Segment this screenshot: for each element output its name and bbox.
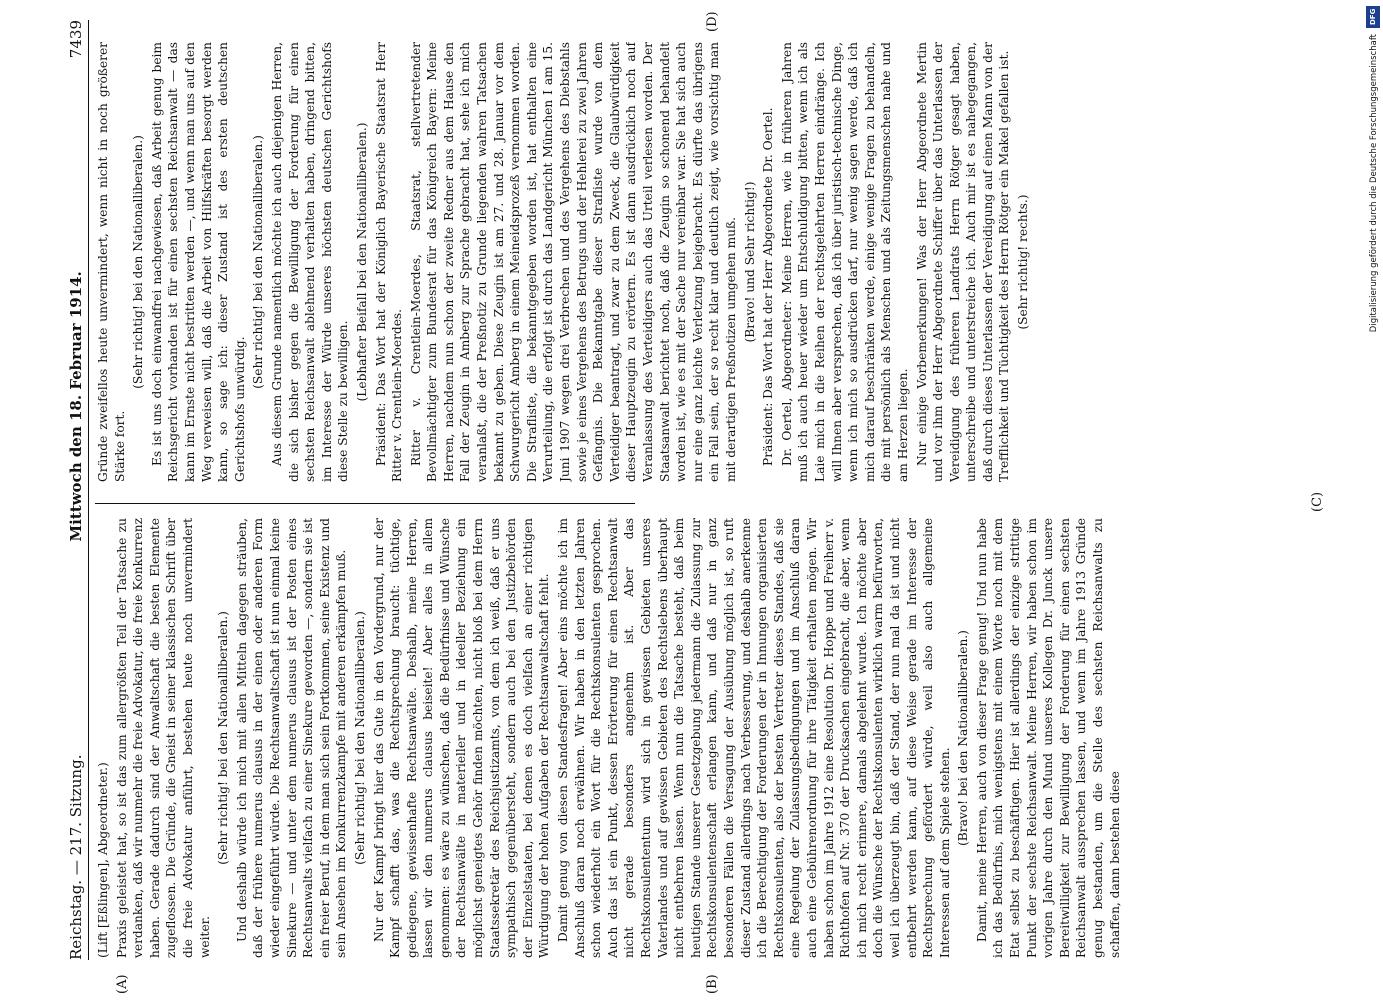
- margin-label-b: (B): [705, 974, 720, 994]
- paragraph: Dr. Oertel, Abgeordneter: Meine Herren, wie in früheren Jahren muß ich auch heuer wieder um Entschuldigung bitten, wenn ich als Laie mich in die Reihen der rechtsgelehrten Herren eindränge. Ich will Ihnen aber versprechen, daß ich über juristisch-technische Dinge, wenn ich mich so ausdrücken darf, nur wenig sagen werde, daß ich mich darauf beschränken werde, einige wenige Fragen zu behandeln, die mit persönlich als Menschen und als Zeitungsmenschen nahe und am Herzen liegen.: [779, 42, 910, 482]
- paragraph: Es ist uns doch einwandfrei nachgewiesen, daß Arbeit genug beim Reichsgericht vorhanden ist für einen sechsten Reichsanwalt — das kann im Ernste nicht bestritten werden —, und wenn man uns auf den Weg verweisen will, daß die Arbeit von Hilfskräften besorgt werden kann, so sage ich: dieser Zustand ist des ersten deutschen Gerichtshofs unwürdig.: [149, 42, 247, 482]
- interjection: (Sehr richtig! bei den Nationalliberalen.): [251, 135, 266, 389]
- paragraph: Und deshalb würde ich mich mit allen Mitteln dagegen sträuben, daß der frühere numerus clausus in der einen oder anderen Form wieder eingeführt würde. Die Rechtsanwaltschaft ist nun einmal keine Sinekure — und unter dem numerus clausus ist der Posten eines Rechtsanwalts vielfach zu einer Sinekure geworden —, sondern sie ist ein freier Beruf, in dem man sich sein Fortkommen, seine Existenz und sein Ansehen im Konkurrenzkampfe mit anderen erkämpfen muß.: [234, 518, 349, 958]
- dfg-logo: DFG: [1366, 6, 1380, 28]
- president-statement: Präsident: Das Wort hat der Herr Abgeordnete Dr. Oertel.: [761, 107, 776, 466]
- interjection: (Sehr richtig! bei den Nationalliberalen.): [216, 611, 231, 865]
- right-column: [95, 42, 1305, 482]
- page-number: 7439: [67, 20, 85, 59]
- rotated-page: [55, 0, 1335, 1000]
- margin-label-c: (C): [1310, 491, 1325, 512]
- interjection: (Bravo! bei den Nationalliberalen.): [956, 630, 971, 846]
- interjection: (Lebhafter Beifall bei den Nationalliberalen.): [354, 122, 369, 402]
- column-divider: [95, 503, 635, 504]
- dfg-strip: [1363, 0, 1383, 1000]
- paragraph: Gründe zweifellos heute unvermindert, wenn nicht in noch größerer Stärke fort.: [96, 42, 127, 482]
- dfg-note: Digitalisierung gefördert durch die Deutsche Forschungsgemeinschaft: [1369, 34, 1379, 333]
- header-date: Mittwoch den 18. Februar 1914.: [67, 271, 85, 542]
- paragraph: Aus diesem Grunde namentlich möchte ich auch diejenigen Herren, die sich bisher gegen die Bewilligung der Forderung für einen sechsten Reichsanwalt ablehnend verhalten haben, dringend bitten, im Interesse der Würde unseres höchsten deutschen Gerichtshofs diese Stelle zu bewilligen.: [269, 42, 351, 482]
- header-left: Reichstag. — 217. Sitzung.: [67, 754, 85, 960]
- speaker-tag: (Lift [Eßlingen], Abgeordneter.): [96, 762, 110, 958]
- interjection: (Bravo! und Sehr richtig!): [742, 181, 757, 343]
- interjection: (Sehr richtig! bei den Nationalliberalen.): [352, 611, 367, 865]
- president-statement: Präsident: Das Wort hat der Königlich Bayerische Staatsrat Herr Ritter v. Crentlein-Moerdes.: [373, 42, 405, 482]
- left-column: [95, 518, 1305, 958]
- interjection: (Sehr richtig! rechts.): [1016, 194, 1031, 330]
- paragraph: Damit genug von diesen Standesfragen! Aber eins möchte ich im Anschluß daran noch erwähnen. Wir haben in den letzten Jahren schon wiederholt ein Wort für die Rechtskonsulenten gesprochen. Auch das ist ein Punkt, dessen Erörterung für einen Rechtsanwalt nicht gerade besonders angenehm ist. Aber das Rechtskonsulententum wird sich in gewissen Gebieten unseres Vaterlandes und auf gewissen Gebieten des Rechtslebens überhaupt nicht entbehren lassen. Wenn nun die Tatsache besteht, daß beim heutigen Stande unserer Gesetzgebung jedermann die Zulassung zur Rechtskonsulentenschaft erlangen kann, und daß nur in ganz besonderen Fällen die Versagung der Ausübung möglich ist, so ruft dieser Zustand allerdings nach Verbesserung, und deshalb anerkenne ich die Berechtigung der Forderungen der in Innungen organisierten Rechtskonsulenten, also der besten Vertreter dieses Standes, daß sie eine Regelung der Zulassungsbedingungen und im Anschluß daran auch eine Gebührenordnung für ihre Tätigkeit erhalten mögen. Wir haben schon im Jahre 1912 eine Resolution Dr. Hoppe und Freiherr v. Richthofen auf Nr. 370 der Drucksachen eingebracht, die aber, wenn ich mich recht erinnere, damals abgelehnt wurde. Ich möchte aber doch die Wünsche der Rechtskonsulenten wirklich warm befürworten, weil ich überzeugt bin, daß der Stand, der nun mal da ist und nicht entbehrt werden kann, auf diese Weise gerade im Interesse der Rechtsprechung gefördert würde, weil also auch allgemeine Interessen auf dem Spiele stehen.: [556, 518, 952, 958]
- margin-label-d: (D): [705, 11, 720, 32]
- page-header: [55, 20, 89, 960]
- interjection: (Sehr richtig! bei den Nationalliberalen.): [131, 135, 146, 389]
- paragraph: Praxis geleistet hat, so ist das zum allergrößten Teil der Tatsache zu verdanken, daß wir nunmehr die freie Advokatur, die freie Konkurrenz haben. Gerade dadurch sind der Anwaltschaft die besten Elemente zugeflossen. Die Gründe, die Gneist in seiner klassischen Schrift über die freie Advokatur anführt, bestehen heute noch unvermindert weiter.: [114, 518, 212, 958]
- paragraph: Ritter v. Crentlein-Moerdes, Staatsrat, stellvertretender Bevollmächtigter zum Bundesrat für das Königreich Bayern: Meine Herren, nachdem nun schon der zweite Redner aus dem Hause den Fall der Zeugin in Amberg zur Sprache gebracht hat, sehe ich mich veranlaßt, die der Preßnotiz zu Grunde liegenden wahren Tatsachen bekannt zu geben. Diese Zeugin ist am 27. und 28. Januar vor dem Schwurgericht Amberg in einem Meineidsprozeß vernommen worden. Die Strafliste, die bekanntgegeben worden ist, hat enthalten eine Verurteilung, die erfolgt ist durch das Landgericht München I am 15. Juni 1907 wegen drei Verbrechen und des Vergehens des Diebstahls sowie je eines Vergehens des Betrugs und der Hehlerei zu zwei Jahren Gefängnis. Die Bekanntgabe dieser Strafliste wurde von dem Verteidiger beantragt, und zwar zu dem Zweck, die Glaubwürdigkeit dieser Hauptzeugin zu erörtern. Es ist dann ausdrücklich noch auf Veranlassung des Verteidigers auch das Urteil verlesen worden. Der Staatsanwalt berichtet noch, daß die Zeugin so schonend behandelt worden ist, wie es mit der Sache nur vereinbar war. Sie hat sich auch nur eine ganz leichte Verletzung beigebracht. Es dürfte das übrigens ein Fall sein, der so recht klar und deutlich zeigt, wie vorsichtig man mit derartigen Preßnotizen umgehen muß.: [408, 42, 738, 482]
- margin-label-a: (A): [115, 974, 130, 994]
- paragraph: Nur der Kampf bringt hier das Gute in den Vordergrund, nur der Kampf schafft das, was die Rechtsprechung braucht: tüchtige, gediegene, gewissenhafte Rechtsanwälte. Deshalb, meine Herren, lassen wir den numerus clausus beiseite! Aber alles in allem genommen: es wäre zu wünschen, daß die Bedürfnisse und Wünsche der Rechtsanwälte in materieller und in ideeller Beziehung ein möglichst geneigtes Gehör finden möchten, nicht bloß bei dem Herrn Staatssekretär des Reichsjustizamts, von dem ich weiß, daß er uns sympathisch gegenübersteht, sondern auch bei den Justizbehörden der Einzelstaaten, bei denen es doch vielfach an einer richtigen Würdigung der hohen Aufgaben der Rechtsanwaltschaft fehlt.: [371, 518, 552, 958]
- paragraph: Damit, meine Herren, auch von dieser Frage genug! Und nun habe ich das Bedürfnis, mich wenigstens mit einem Worte noch mit dem Etat selbst zu beschäftigen. Hier ist allerdings der einzige strittige Punkt der sechste Reichsanwalt. Meine Herren, wir haben schon im vorigen Jahre durch den Mund unseres Kollegen Dr. Junck unsere Bereitwilligkeit zur Bewilligung der Forderung für einen sechsten Reichsanwalt aussprechen lassen, und wenn im Jahre 1913 Gründe genug bestanden, um die Stelle des sechsten Reichsanwalts zu schaffen, dann bestehen diese: [974, 518, 1122, 958]
- paragraph: Nur einige Vorbemerkungen! Was der Herr Abgeordnete Mertin und vor ihm der Herr Abgeordnete Schiffer über das Unterlassen der Vereidigung des früheren Landrats Herrn Rötger gesagt haben, unterschreibe und unterstreiche ich. Auch mir ist es nahegegangen, daß durch dieses Unterlassen der Vereidigung auf einen Mann von der Trefflichkeit und Tüchtigkeit des Herrn Rötger ein Makel gefallen ist.: [914, 42, 1012, 482]
